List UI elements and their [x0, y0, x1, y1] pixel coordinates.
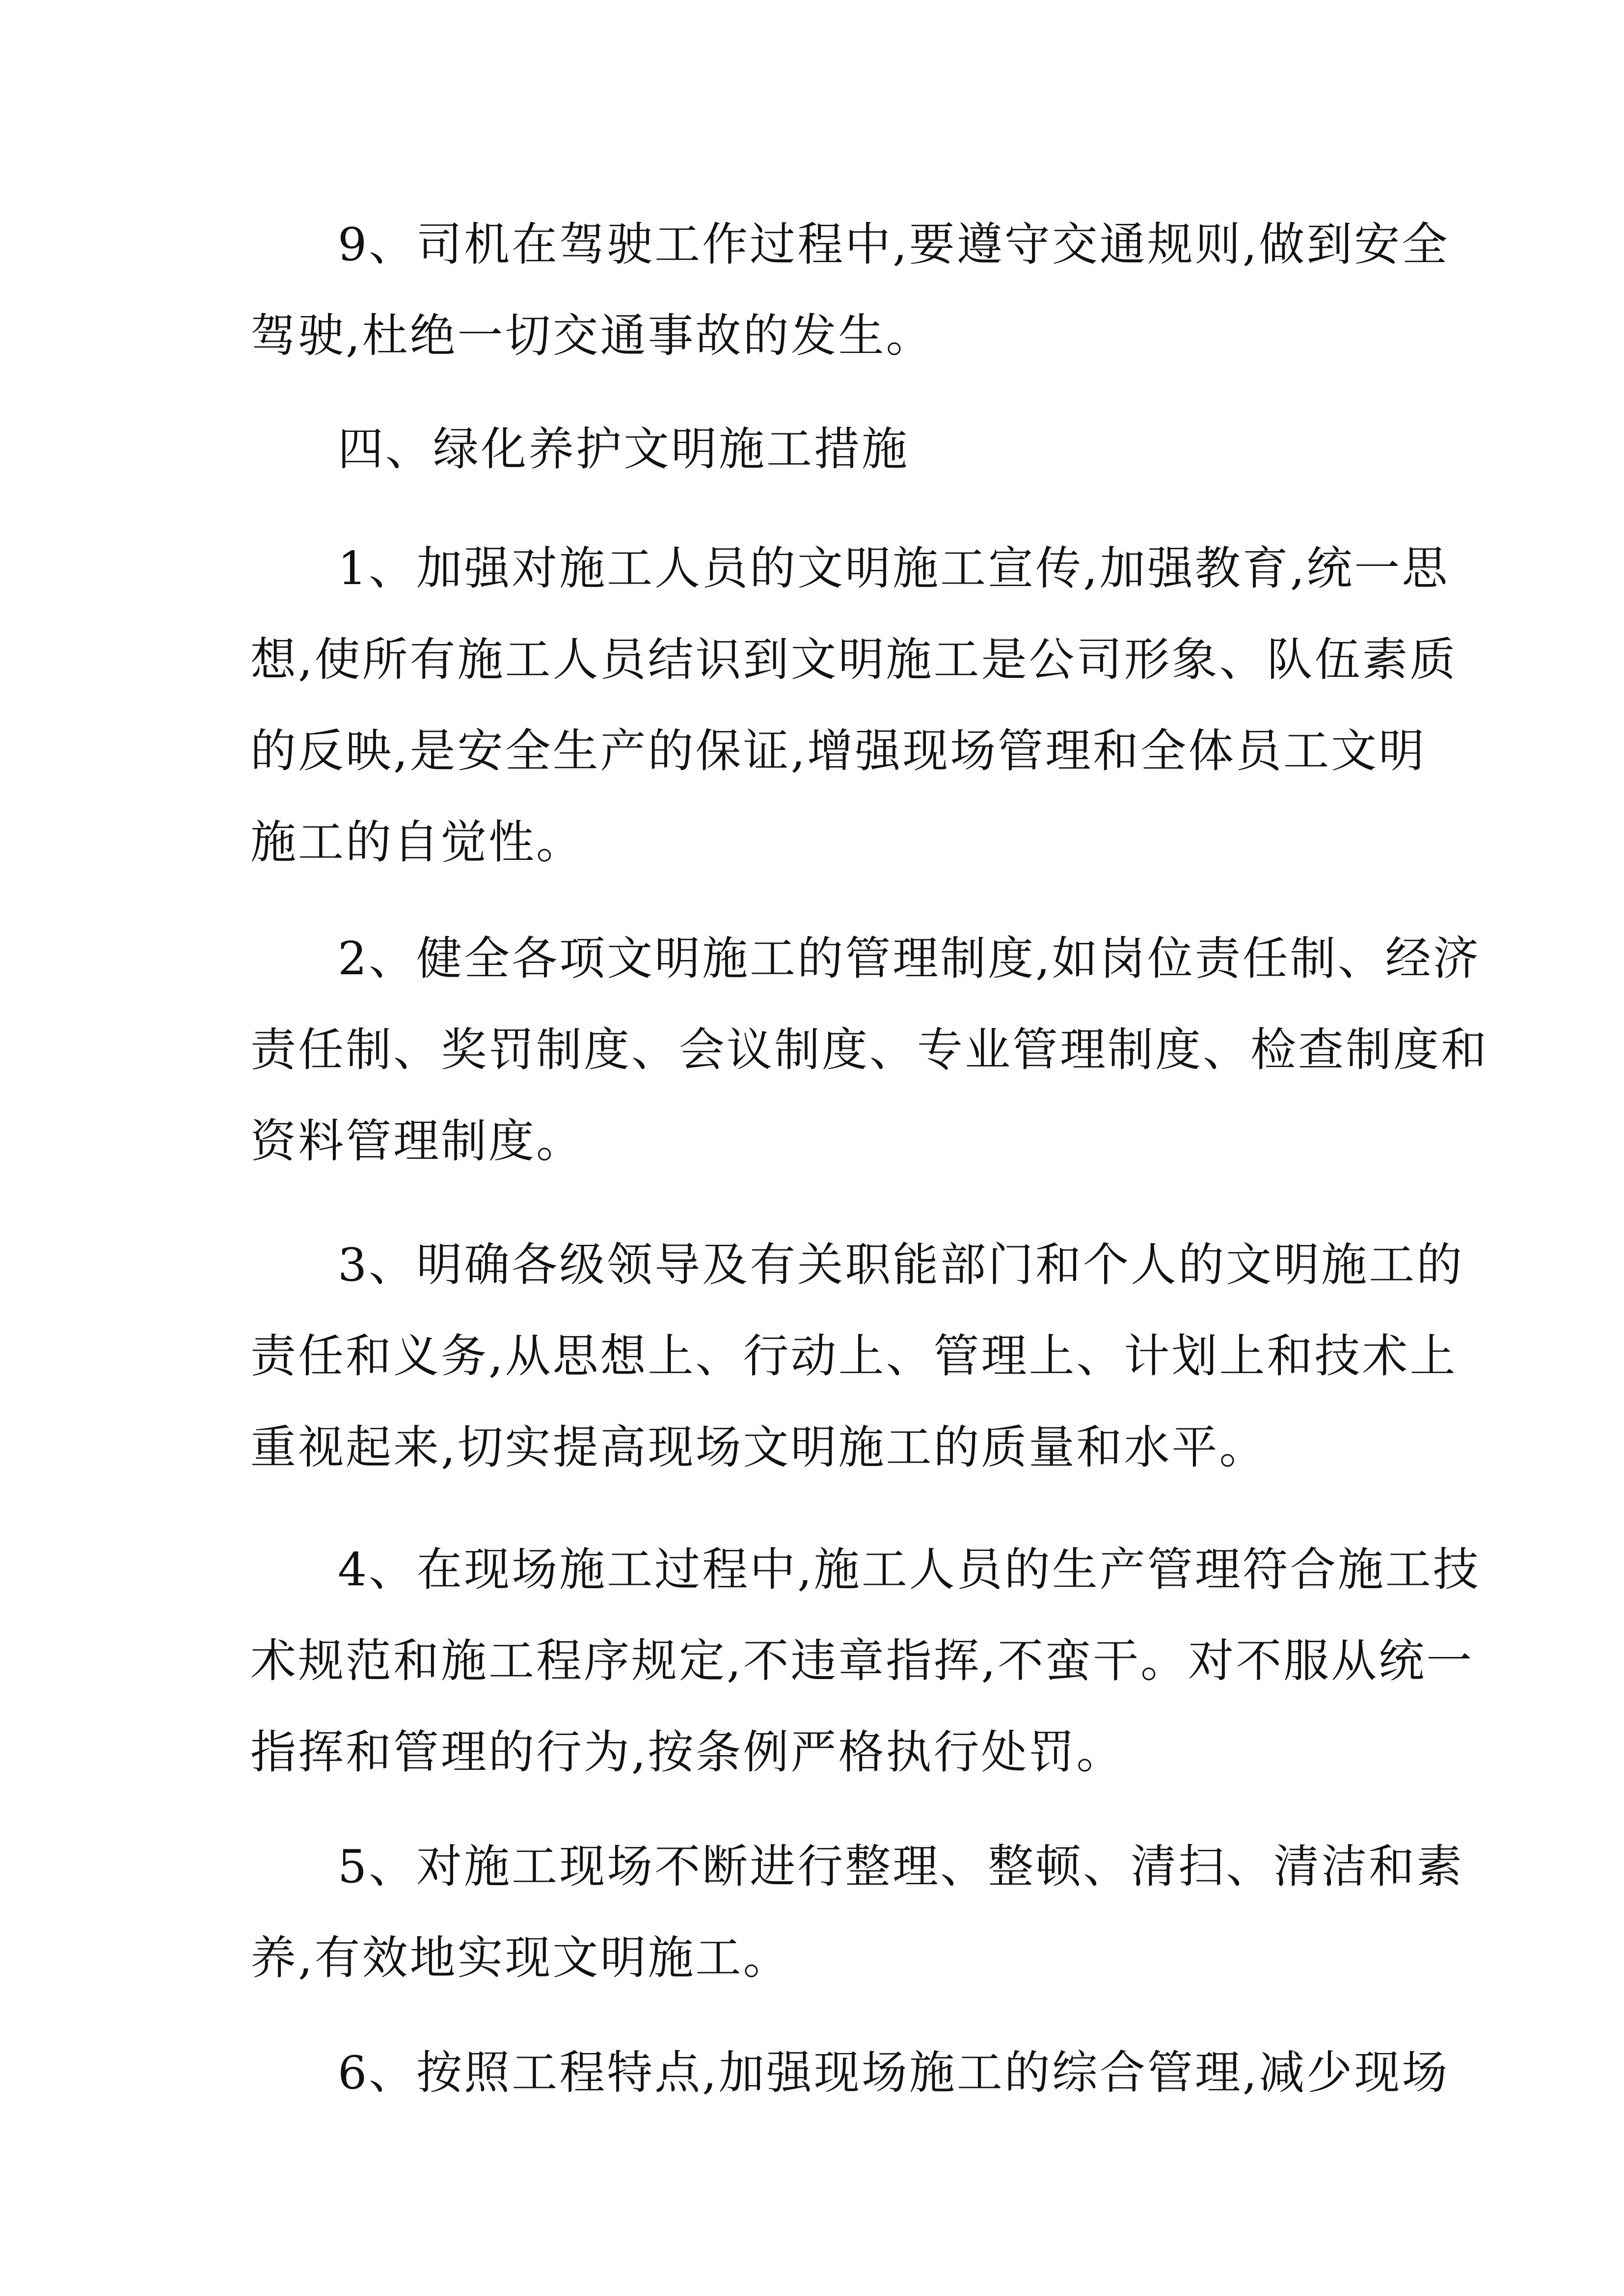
paragraph-item-5: [250, 1821, 1464, 2003]
paragraph-line: 指挥和管理的行为,按条例严格执行处罚。: [250, 1726, 1124, 1779]
paragraph-item-9: [250, 199, 1450, 381]
section-heading: [250, 403, 1389, 495]
paragraph-item-2: [250, 913, 1489, 1187]
paragraph-line: 想,使所有施工人员结识到文明施工是公司形象、队伍素质: [250, 633, 1458, 686]
paragraph-line: 养,有效地实现文明施工。: [250, 1931, 791, 1984]
paragraph-line: 4、在现场施工过程中,施工人员的生产管理符合施工技: [338, 1543, 1481, 1596]
paragraph-item-1: [250, 523, 1458, 888]
paragraph-line: 9、司机在驾驶工作过程中,要遵守交通规则,做到安全: [338, 218, 1450, 271]
paragraph-item-4: [250, 1524, 1481, 1798]
section-heading-text: 四、绿化养护文明施工措施: [338, 423, 909, 476]
paragraph-line: 1、加强对施工人员的文明施工宣传,加强教育,统一思: [338, 542, 1450, 595]
paragraph-line: 资料管理制度。: [250, 1115, 584, 1168]
paragraph-line: 的反映,是安全生产的保证,增强现场管理和全体员工文明: [250, 724, 1427, 777]
paragraph-line: 6、按照工程特点,加强现场施工的综合管理,减少现场: [338, 2046, 1450, 2099]
paragraph-line: 术规范和施工程序规定,不违章指挥,不蛮干。对不服从统一: [250, 1634, 1474, 1687]
paragraph-line: 重视起来,切实提高现场文明施工的质量和水平。: [250, 1421, 1267, 1474]
paragraph-line: 责任和义务,从思想上、行动上、管理上、计划上和技术上: [250, 1330, 1458, 1383]
paragraph-line: 驾驶,杜绝一切交通事故的发生。: [250, 309, 934, 362]
paragraph-line: 责任制、奖罚制度、会议制度、专业管理制度、检查制度和: [250, 1023, 1489, 1076]
paragraph-item-3: [250, 1219, 1464, 1493]
paragraph-line: 2、健全各项文明施工的管理制度,如岗位责任制、经济: [338, 932, 1481, 985]
paragraph-line: 3、明确各级领导及有关职能部门和个人的文明施工的: [338, 1238, 1464, 1291]
paragraph-line: 施工的自觉性。: [250, 816, 584, 869]
paragraph-item-6: [250, 2027, 1450, 2118]
paragraph-line: 5、对施工现场不断进行整理、整顿、清扫、清洁和素: [338, 1840, 1464, 1893]
